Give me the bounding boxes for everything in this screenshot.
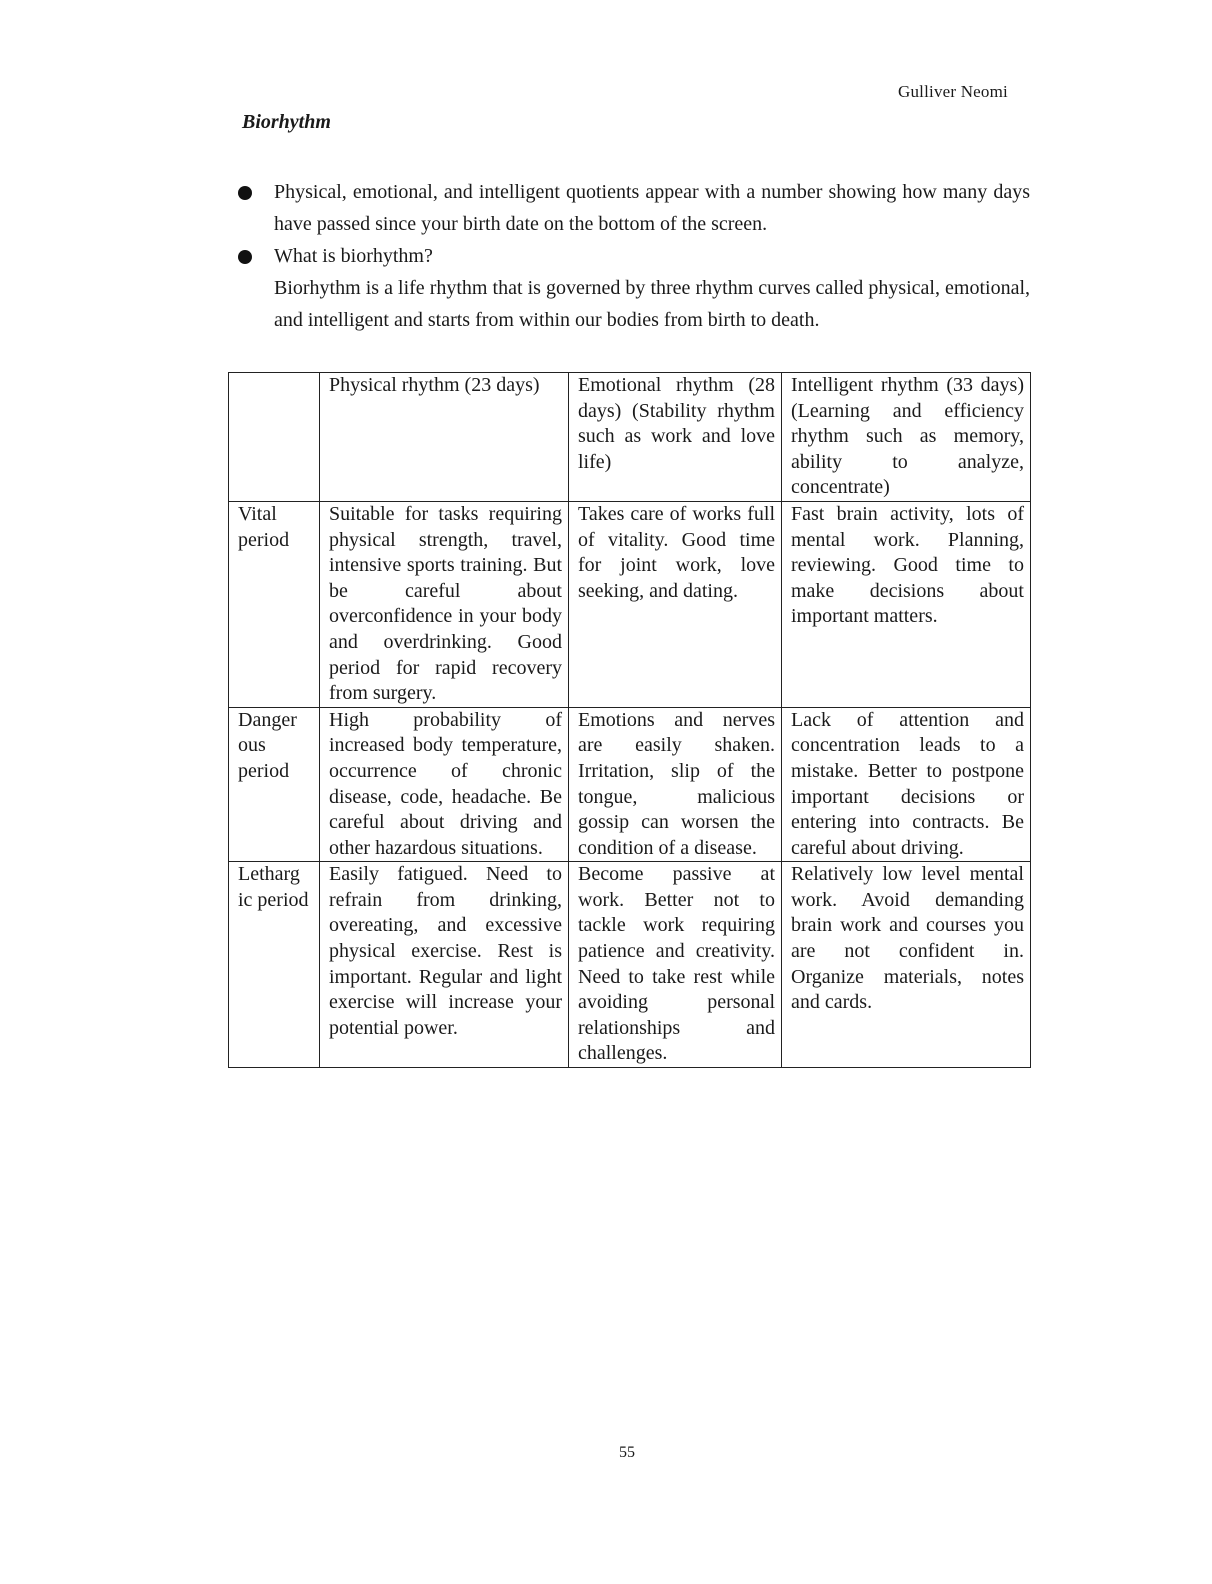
running-header-author: Gulliver Neomi bbox=[898, 82, 1008, 101]
table-cell: Fast brain activity, lots of mental work. Planning, reviewing. Good time to make decisions about important matters. bbox=[782, 501, 1031, 707]
table-corner-cell bbox=[229, 373, 320, 502]
table-cell: Suitable for tasks requiring physical strength, travel, intensive sports training. But be careful about overconfidence in your body and overdrinking. Good period for rapid recovery from surgery. bbox=[320, 501, 569, 707]
row-label: Danger ous period bbox=[229, 707, 320, 862]
bullet-text: Physical, emotional, and intelligent quotients appear with a number showing how many days have passed since your birth date on the bottom of the screen. bbox=[274, 181, 1030, 235]
table-row bbox=[229, 707, 1031, 862]
bullet-followup-paragraph: Biorhythm is a life rhythm that is governed by three rhythm curves called physical, emotional, and intelligent and starts from within our bodies from birth to death. bbox=[274, 277, 1030, 331]
page-number: 55 bbox=[619, 1444, 635, 1461]
table-row bbox=[229, 501, 1031, 707]
column-header-intelligent: Intelligent rhythm (33 days) (Learning and efficiency rhythm such as memory, ability to analyze, concentrate) bbox=[782, 373, 1031, 502]
row-label: Vital period bbox=[229, 501, 320, 707]
bullet-dot-icon bbox=[238, 250, 252, 264]
table-cell: Emotions and nerves are easily shaken. Irritation, slip of the tongue, malicious gossip can worsen the condition of a disease. bbox=[569, 707, 782, 862]
table-row bbox=[229, 862, 1031, 1068]
column-header-emotional: Emotional rhythm (28 days) (Stability rhythm such as work and love life) bbox=[569, 373, 782, 502]
table-cell: High probability of increased body temperature, occurrence of chronic disease, code, headache. Be careful about driving and other hazardous situations. bbox=[320, 707, 569, 862]
bullet-text: What is biorhythm? bbox=[274, 245, 433, 267]
section-title: Biorhythm bbox=[242, 111, 331, 133]
biorhythm-table bbox=[228, 372, 1031, 1068]
bullet-item bbox=[238, 240, 1030, 272]
bullet-item bbox=[238, 176, 1030, 240]
table-cell: Relatively low level mental work. Avoid demanding brain work and courses you are not confident in. Organize materials, notes and cards. bbox=[782, 862, 1031, 1068]
column-header-physical: Physical rhythm (23 days) bbox=[320, 373, 569, 502]
bullet-list bbox=[238, 176, 1030, 336]
table-header-row bbox=[229, 373, 1031, 502]
table-cell: Takes care of works full of vitality. Good time for joint work, love seeking, and dating. bbox=[569, 501, 782, 707]
table-cell: Become passive at work. Better not to tackle work requiring patience and creativity. Need to take rest while avoiding personal relationships and challenges. bbox=[569, 862, 782, 1068]
table-cell: Easily fatigued. Need to refrain from drinking, overeating, and excessive physical exercise. Rest is important. Regular and light exercise will increase your potential power. bbox=[320, 862, 569, 1068]
table-cell: Lack of attention and concentration leads to a mistake. Better to postpone important decisions or entering into contracts. Be careful about driving. bbox=[782, 707, 1031, 862]
bullet-dot-icon bbox=[238, 186, 252, 200]
row-label: Letharg ic period bbox=[229, 862, 320, 1068]
